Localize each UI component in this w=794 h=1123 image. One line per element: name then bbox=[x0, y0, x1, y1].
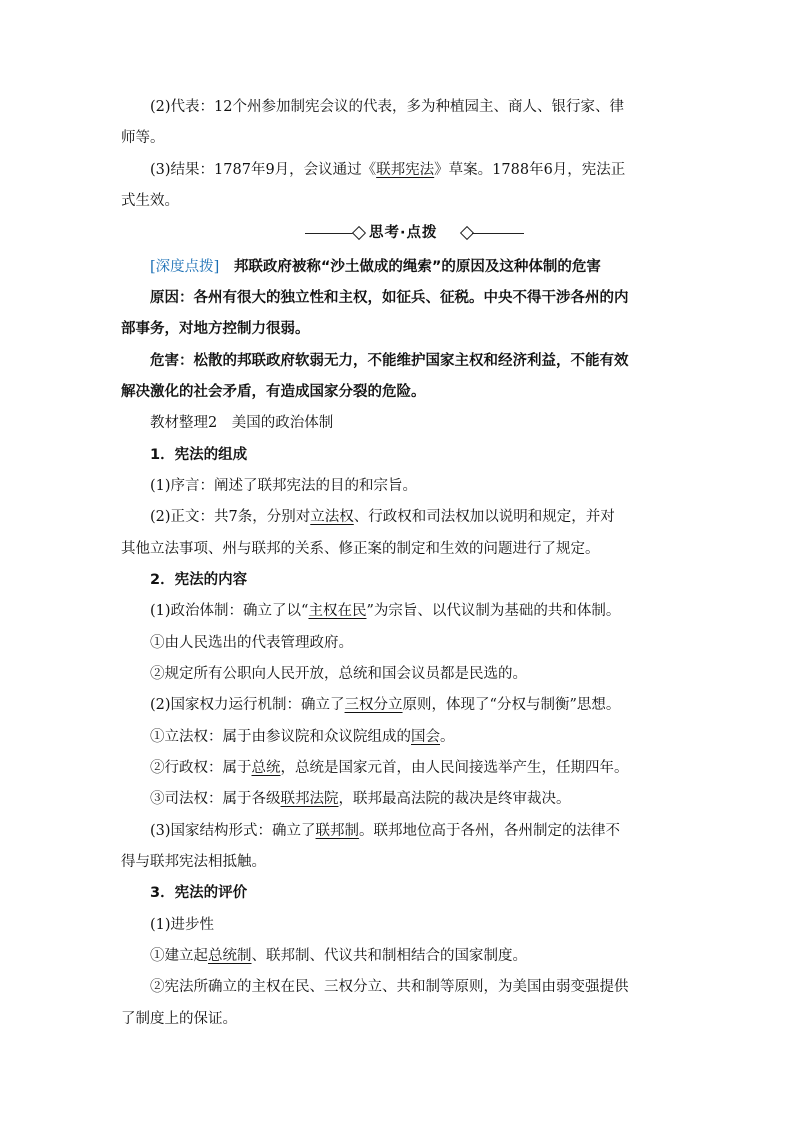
text: (2)代表：12个州参加制宪会议的代表，多为种植园主、商人、银行家、律 bbox=[150, 99, 624, 115]
text: 原则，体现了“分权与制衡”思想。 bbox=[402, 697, 621, 713]
text: 部事务，对地方控制力很弱。 bbox=[121, 321, 310, 337]
result-line-2 bbox=[121, 191, 681, 211]
state-structure-line-2 bbox=[121, 852, 681, 872]
text: 其他立法事项、州与联邦的关系、修正案的制定和生效的问题进行了规定。 bbox=[121, 541, 600, 557]
subsection-title bbox=[150, 570, 681, 590]
underlined-term: 国会 bbox=[411, 729, 440, 745]
delegates-line-2 bbox=[121, 128, 681, 148]
state-structure-line bbox=[150, 821, 681, 841]
divider-rule-right bbox=[472, 233, 524, 234]
underlined-term: 主权在民 bbox=[308, 603, 367, 619]
underlined-term: 联邦制 bbox=[315, 823, 360, 839]
text: (2)正文：共7条，分别对 bbox=[150, 509, 311, 525]
text: 》草案。1788年6月，宪法正 bbox=[434, 162, 626, 178]
reason-line bbox=[150, 288, 681, 308]
divider-title: 思考·点拨 bbox=[369, 225, 438, 241]
text: 3．宪法的评价 bbox=[150, 885, 248, 901]
insight-heading: 邦联政府被称“沙土做成的绳索”的原因及这种体制的危害 bbox=[233, 259, 601, 275]
reason-line-2 bbox=[121, 319, 681, 339]
text: (2)国家权力运行机制：确立了 bbox=[150, 697, 345, 713]
harm-line-2 bbox=[121, 382, 681, 402]
list-item bbox=[150, 664, 681, 684]
insight-heading-line bbox=[150, 257, 681, 277]
subsection-title bbox=[150, 883, 681, 903]
text: ①建立起 bbox=[150, 948, 208, 964]
section-title bbox=[150, 413, 681, 433]
text: 、联邦制、代议共和制相结合的国家制度。 bbox=[251, 948, 527, 964]
underlined-term: 三权分立 bbox=[344, 697, 403, 713]
delegates-line bbox=[150, 97, 681, 117]
text: 了制度上的保证。 bbox=[121, 1011, 237, 1027]
list-item bbox=[150, 789, 681, 809]
text: ①立法权：属于由参议院和众议院组成的 bbox=[150, 729, 411, 745]
text: 。 bbox=[440, 729, 455, 745]
text: (1)进步性 bbox=[150, 917, 215, 933]
insight-tag: [深度点拨] bbox=[150, 259, 220, 275]
underlined-term: 联邦宪法 bbox=[376, 162, 435, 178]
diamond-icon bbox=[352, 226, 366, 240]
main-text-line bbox=[150, 507, 681, 527]
text: 危害：松散的邦联政府软弱无力，不能维护国家主权和经济利益，不能有效 bbox=[150, 353, 629, 369]
harm-line bbox=[150, 351, 681, 371]
text: 2．宪法的内容 bbox=[150, 572, 248, 588]
underlined-term: 立法权 bbox=[310, 509, 354, 525]
underlined-term: 总统制 bbox=[208, 948, 252, 964]
divider-rule-left bbox=[305, 233, 357, 234]
underlined-term: 总统 bbox=[251, 760, 281, 776]
list-item bbox=[150, 946, 681, 966]
text: ，联邦最高法院的裁决是终审裁决。 bbox=[338, 791, 571, 807]
main-text-line-2 bbox=[121, 539, 681, 559]
progress-heading bbox=[150, 915, 681, 935]
subsection-title bbox=[150, 445, 681, 465]
power-mechanism-line bbox=[150, 695, 681, 715]
text: 式生效。 bbox=[121, 193, 179, 209]
text: 。联邦地位高于各州，各州制定的法律不 bbox=[359, 823, 621, 839]
text: 师等。 bbox=[121, 130, 165, 146]
text: 解决激化的社会矛盾，有造成国家分裂的危险。 bbox=[121, 384, 426, 400]
political-system-line bbox=[150, 601, 681, 621]
section-divider bbox=[0, 223, 794, 243]
list-item-continued bbox=[121, 1009, 681, 1029]
text: 得与联邦宪法相抵触。 bbox=[121, 854, 266, 870]
text: ③司法权：属于各级 bbox=[150, 791, 281, 807]
text: ②规定所有公职向人民开放，总统和国会议员都是民选的。 bbox=[150, 666, 527, 682]
text: ①由人民选出的代表管理政府。 bbox=[150, 635, 353, 651]
list-item bbox=[150, 633, 681, 653]
text: ②宪法所确立的主权在民、三权分立、共和制等原则，为美国由弱变强提供 bbox=[150, 979, 629, 995]
text: ②行政权：属于 bbox=[150, 760, 252, 776]
list-item bbox=[150, 758, 681, 778]
list-item bbox=[150, 727, 681, 747]
preamble-line bbox=[150, 476, 681, 496]
text: (3)国家结构形式：确立了 bbox=[150, 823, 316, 839]
text: 、行政权和司法权加以说明和规定，并对 bbox=[353, 509, 615, 525]
text: ，总统是国家元首，由人民间接选举产生，任期四年。 bbox=[280, 760, 629, 776]
result-line bbox=[150, 160, 681, 180]
text: (1)序言：阐述了联邦宪法的目的和宗旨。 bbox=[150, 478, 418, 494]
underlined-term: 联邦法院 bbox=[280, 791, 339, 807]
text: (1)政治体制：确立了以“ bbox=[150, 603, 309, 619]
list-item bbox=[150, 977, 681, 997]
text: 原因：各州有很大的独立性和主权，如征兵、征税。中央不得干涉各州的内 bbox=[150, 290, 629, 306]
text: ”为宗旨、以代议制为基础的共和体制。 bbox=[366, 603, 621, 619]
text: 教材整理2 美国的政治体制 bbox=[150, 415, 334, 431]
text: (3)结果：1787年9月，会议通过《 bbox=[150, 162, 377, 178]
text: 1．宪法的组成 bbox=[150, 447, 248, 463]
